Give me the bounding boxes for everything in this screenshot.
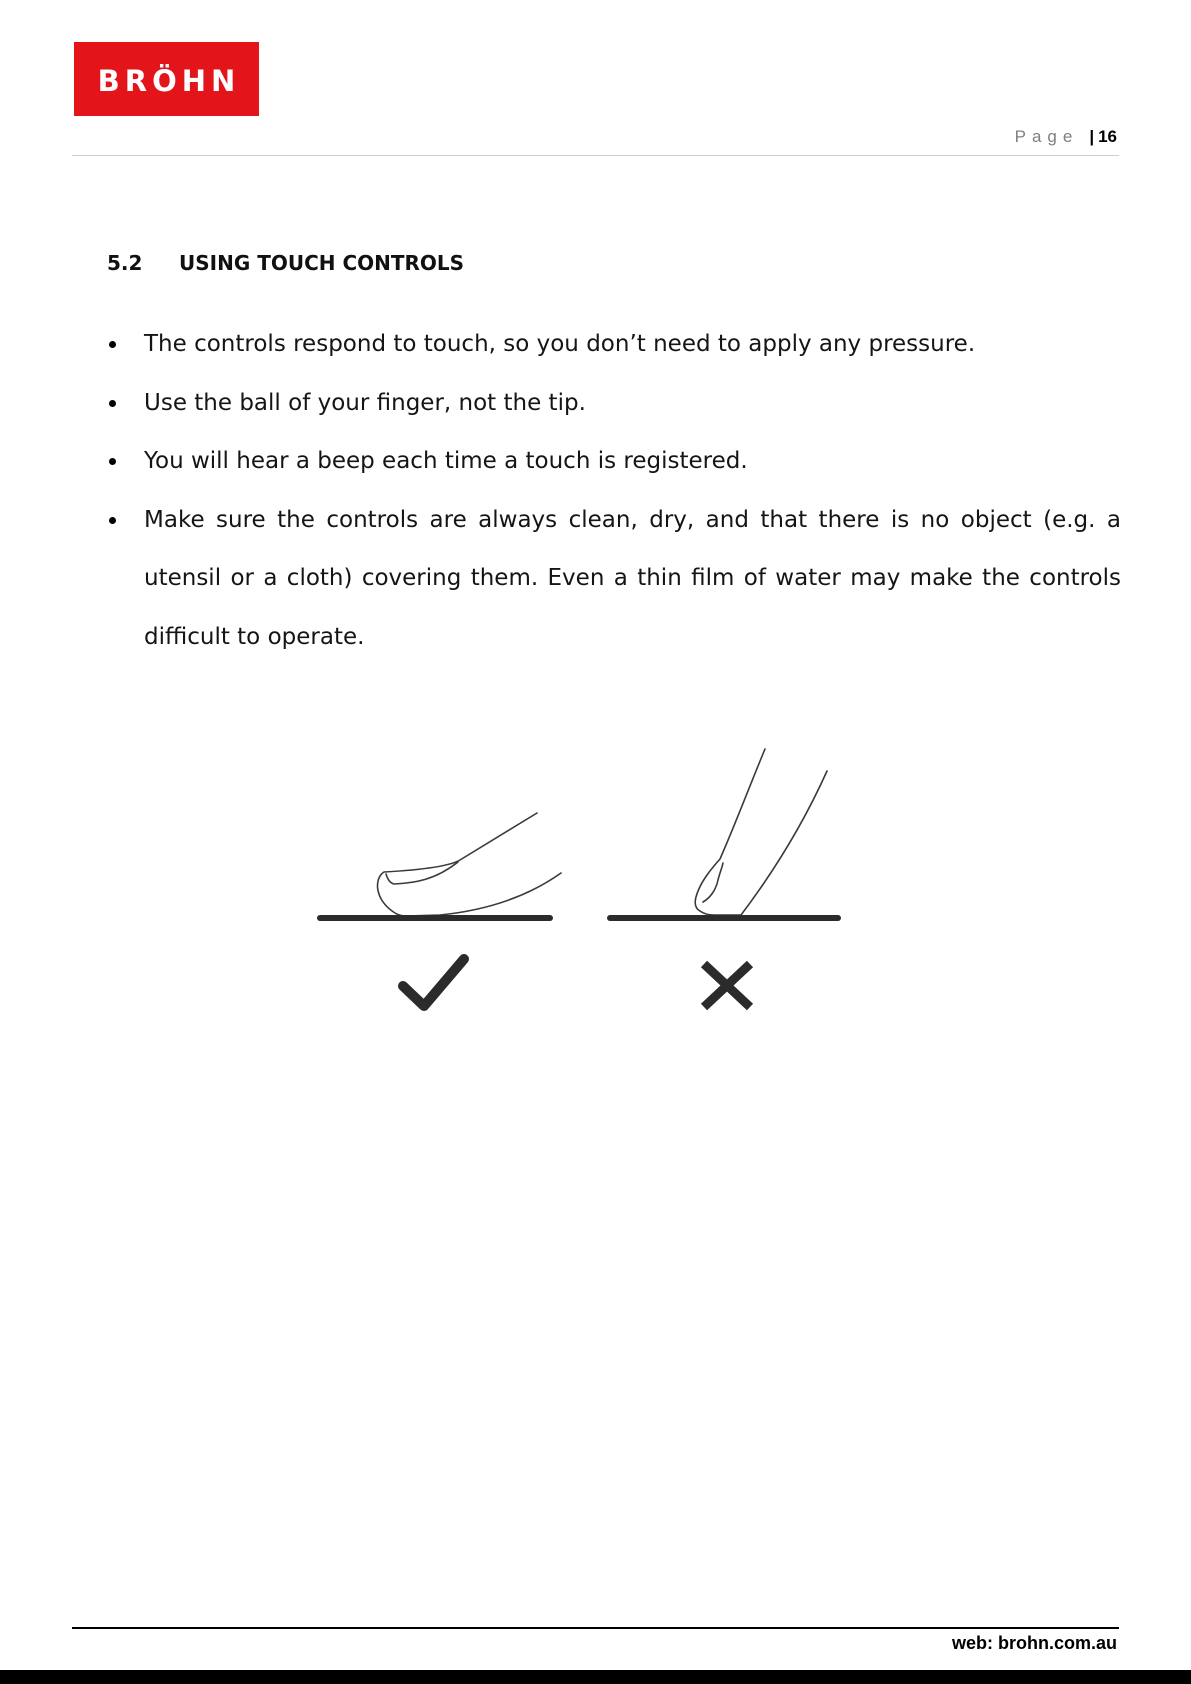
finger-tip-illustration [695, 749, 827, 915]
section-heading [107, 250, 464, 276]
logo-wordmark: BRÖHN [97, 63, 241, 98]
page-number-label [1015, 126, 1117, 148]
brohn-logo [74, 42, 259, 116]
checkmark-icon [403, 959, 464, 1006]
footer-rule [72, 1627, 1119, 1629]
list-item: The controls respond to touch, so you don’t need to apply any pressure. [144, 315, 1121, 374]
page-label: Page [1014, 127, 1079, 146]
finger-flat-illustration [378, 813, 561, 916]
list-item: Make sure the controls are always clean, dry, and that there is no object (e.g. a utensil or a cloth) covering them. Even a thin film of water may make the controls difficult to operate. [144, 491, 1121, 667]
list-item: You will hear a beep each time a touch is registered. [144, 432, 1121, 491]
list-item: Use the ball of your finger, not the tip. [144, 374, 1121, 433]
page-separator: | [1089, 127, 1095, 146]
section-number: 5.2 [107, 251, 143, 275]
page-bottom-edge [0, 1670, 1191, 1684]
footer-website: web: brohn.com.au [951, 1633, 1117, 1653]
header-rule [72, 155, 1119, 156]
instruction-list [144, 315, 1121, 666]
page-number: 16 [1098, 127, 1117, 146]
section-title: USING TOUCH CONTROLS [179, 251, 465, 275]
cross-icon [704, 964, 750, 1007]
touch-technique-illustration [300, 730, 860, 1030]
